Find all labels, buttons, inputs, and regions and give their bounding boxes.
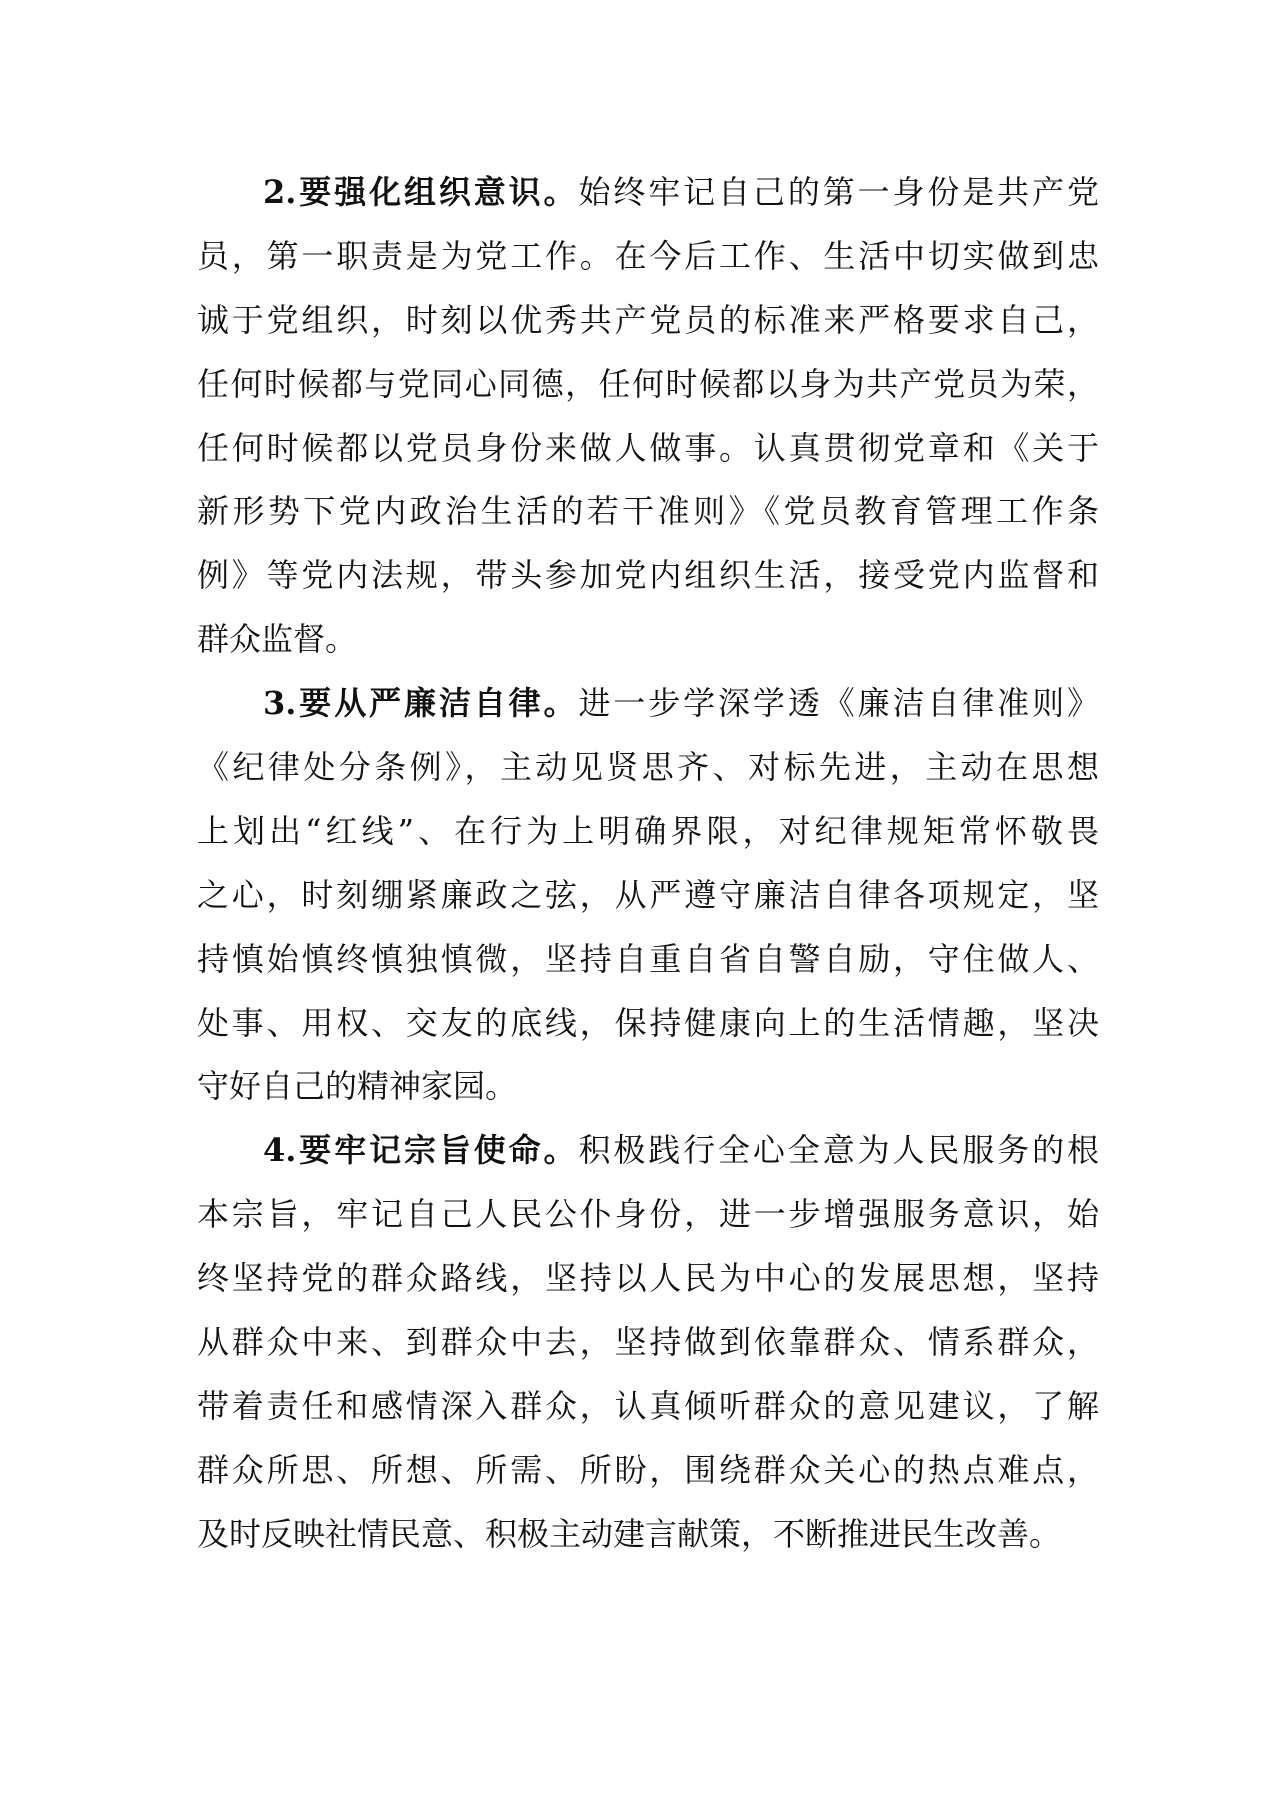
text-line [197, 225, 1099, 289]
text-line [197, 161, 1099, 225]
line-text: 例》等党内法规，带头参加党内组织生活，接受党内监督和 [197, 556, 1099, 595]
line-text: 群众所思、所想、所需、所盼，围绕群众关心的热点难点， [197, 1450, 1099, 1489]
line-text: 群众监督。 [197, 620, 358, 659]
line-text: 带着责任和感情深入群众，认真倾听群众的意见建议，了解 [197, 1386, 1099, 1425]
text-line [197, 289, 1099, 353]
paragraph-heading: 3.要从严廉洁自律。 [263, 684, 579, 723]
document-page [197, 161, 1099, 1567]
line-text: 持慎始慎终慎独慎微，坚持自重自省自警自励，守住做人、 [197, 939, 1099, 978]
text-line [197, 736, 1099, 800]
text-line [197, 1439, 1099, 1503]
line-text: 之心，时刻绷紧廉政之弦，从严遵守廉洁自律各项规定，坚 [197, 875, 1099, 914]
line-text: 始终牢记自己的第一身份是共产党 [578, 173, 1099, 211]
text-line [197, 928, 1099, 992]
text-line [197, 544, 1099, 608]
text-line [197, 800, 1099, 864]
line-text: 任何时候都以党员身份来做人做事。认真贯彻党章和《关于 [197, 428, 1099, 467]
text-line [197, 864, 1099, 928]
line-text: 及时反映社情民意、积极主动建言献策，不断推进民生改善。 [197, 1514, 1062, 1553]
paragraph [197, 1119, 1099, 1566]
text-line [197, 608, 1099, 672]
text-line [197, 1375, 1099, 1439]
line-text: 上划出“红线”、在行为上明确界限，对纪律规矩常怀敬畏 [197, 811, 1099, 850]
text-line [197, 992, 1099, 1056]
text-line [197, 1119, 1099, 1183]
line-text: 进一步学深学透《廉洁自律准则》 [578, 684, 1099, 723]
text-line [197, 1247, 1099, 1311]
text-line [197, 353, 1099, 417]
line-text: 《纪律处分条例》，主动见贤思齐、对标先进，主动在思想 [197, 748, 1099, 787]
paragraph [197, 161, 1099, 672]
line-text: 处事、用权、交友的底线，保持健康向上的生活情趣，坚决 [197, 1003, 1099, 1042]
line-text: 积极践行全心全意为人民服务的根 [578, 1131, 1099, 1170]
line-text: 任何时候都与党同心同德，任何时候都以身为共产党员为荣， [197, 364, 1099, 403]
paragraph-heading: 4.要牢记宗旨使命。 [263, 1131, 579, 1170]
text-line [197, 1055, 1099, 1119]
line-text: 员，第一职责是为党工作。在今后工作、生活中切实做到忠 [197, 236, 1099, 275]
text-line [197, 1311, 1099, 1375]
text-line [197, 672, 1099, 736]
line-text: 从群众中来、到群众中去，坚持做到依靠群众、情系群众， [197, 1323, 1099, 1362]
line-text: 诚于党组织，时刻以优秀共产党员的标准来严格要求自己， [197, 300, 1099, 339]
line-text: 守好自己的精神家园。 [197, 1067, 518, 1106]
text-line [197, 417, 1099, 481]
text-line [197, 1183, 1099, 1247]
line-text: 本宗旨，牢记自己人民公仆身份，进一步增强服务意识，始 [197, 1195, 1099, 1234]
paragraph [197, 672, 1099, 1119]
line-text: 新形势下党内政治生活的若干准则》《党员教育管理工作条 [197, 492, 1099, 531]
text-line [197, 1503, 1099, 1567]
line-text: 终坚持党的群众路线，坚持以人民为中心的发展思想，坚持 [197, 1259, 1099, 1298]
paragraph-heading: 2.要强化组织意识。 [263, 173, 579, 211]
text-line [197, 480, 1099, 544]
